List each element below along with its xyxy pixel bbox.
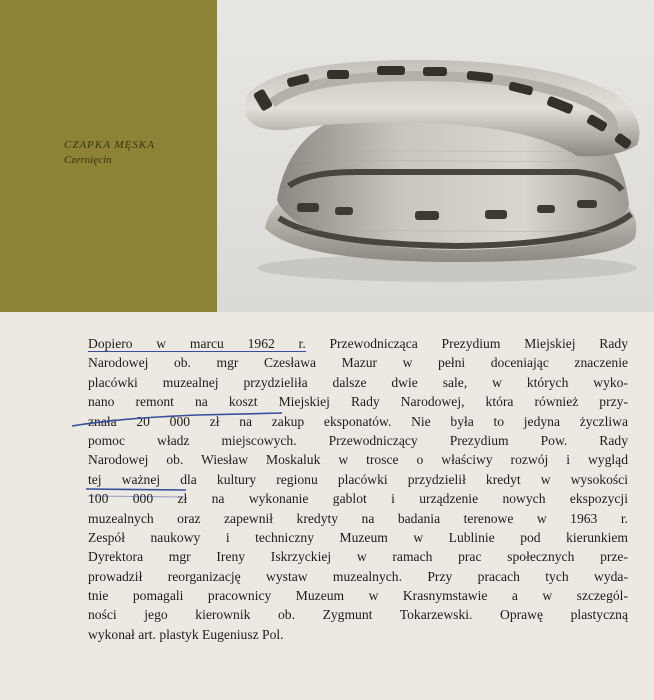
body-line: wykonał art. plastyk Eugeniusz Pol. <box>88 626 284 642</box>
pen-underline: Dopiero w marcu 1962 r. <box>88 336 306 351</box>
body-line: Dopiero w marcu 1962 r. Przewodnicząca Prezydium Miejskiej Rady <box>88 336 628 351</box>
body-line: znała 20 000 zł na zakup eksponatów. Nie była to jedyna życzliwa <box>88 413 628 429</box>
body-line: Narodowej ob. Wiesław Moskaluk w trosce o właściwy rozwój i wygląd <box>88 452 628 468</box>
body-line: prowadził reorganizację wystaw muzealnych. Przy pracach tych wyda- <box>88 568 628 584</box>
olive-caption-panel <box>0 0 217 312</box>
body-text <box>88 334 628 644</box>
body-line: nano remont na koszt Miejskiej Rady Narodowej, która również przy- <box>88 394 628 410</box>
body-line: Narodowej ob. mgr Czesława Mazur w pełni doceniając znaczenie <box>88 355 628 371</box>
body-line: 100 000 zł na wykonanie gablot i urządzenie nowych ekspozycji <box>88 491 628 507</box>
hat-photograph <box>217 0 654 312</box>
body-line: Dyrektora mgr Ireny Iskrzyckiej w ramach prac społecznych prze- <box>88 549 628 565</box>
body-line: tnie pomagali pracownicy Muzeum w Krasnymstawie a w szczegól- <box>88 588 628 604</box>
woven-straw-hat-icon <box>217 0 654 312</box>
body-line: pomoc władz miejscowych. Przewodniczący Prezydium Pow. Rady <box>88 432 628 448</box>
caption-title: CZAPKA MĘSKA <box>64 139 155 151</box>
body-line: ności jego kierownik ob. Zygmunt Tokarzewski. Oprawę plastyczną <box>88 607 628 623</box>
body-line: muzealnych oraz zapewnił kredyty na badania terenowe w 1963 r. <box>88 510 628 526</box>
body-line: placówki muzealnej przydzieliła dalsze dwie sale, w których wyko- <box>88 374 628 390</box>
body-line: tej ważnej dla kultury regionu placówki przydzielił kredyt w wysokości <box>88 471 628 487</box>
photo-caption <box>64 138 155 168</box>
caption-subtitle: Czernięcin <box>64 154 112 166</box>
body-line: Zespół naukowy i techniczny Muzeum w Lublinie pod kierunkiem <box>88 529 628 545</box>
